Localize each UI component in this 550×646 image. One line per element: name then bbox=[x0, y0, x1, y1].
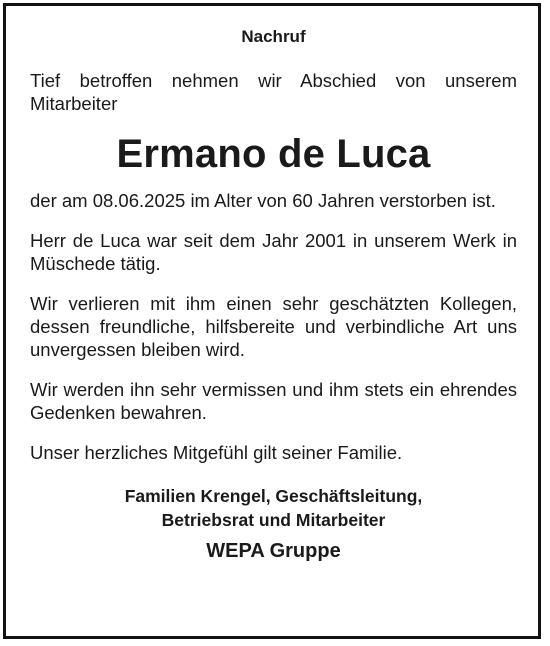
deceased-name: Ermano de Luca bbox=[116, 132, 431, 176]
paragraph-condolence: Unser herzliches Mitgefühl gilt seiner Familie. bbox=[30, 442, 403, 463]
paragraph-remembrance: Wir werden ihn sehr vermissen und ihm stets ein ehrendes Gedenken bewahren. bbox=[30, 379, 517, 423]
company-name: WEPA Gruppe bbox=[206, 540, 341, 562]
intro-text: Tief betroffen nehmen wir Abschied von unserem Mitarbeiter bbox=[30, 70, 517, 114]
signers bbox=[30, 484, 517, 532]
notice-heading: Nachruf bbox=[241, 27, 306, 46]
obituary-notice-frame bbox=[3, 3, 541, 639]
paragraph-employment: Herr de Luca war seit dem Jahr 2001 in unserem Werk in Müschede tätig. bbox=[30, 230, 517, 274]
signers-line-1: Familien Krengel, Geschäftsleitung, bbox=[124, 486, 423, 506]
obituary-content bbox=[30, 6, 517, 563]
paragraph-death-date: der am 08.06.2025 im Alter von 60 Jahren verstorben ist. bbox=[30, 190, 496, 211]
paragraph-colleague: Wir verlieren mit ihm einen sehr geschätzten Kollegen, dessen freundliche, hilfsbereite und verbindliche Art uns unvergessen bleiben wird. bbox=[30, 293, 517, 360]
signers-line-2: Betriebsrat und Mitarbeiter bbox=[161, 510, 386, 530]
